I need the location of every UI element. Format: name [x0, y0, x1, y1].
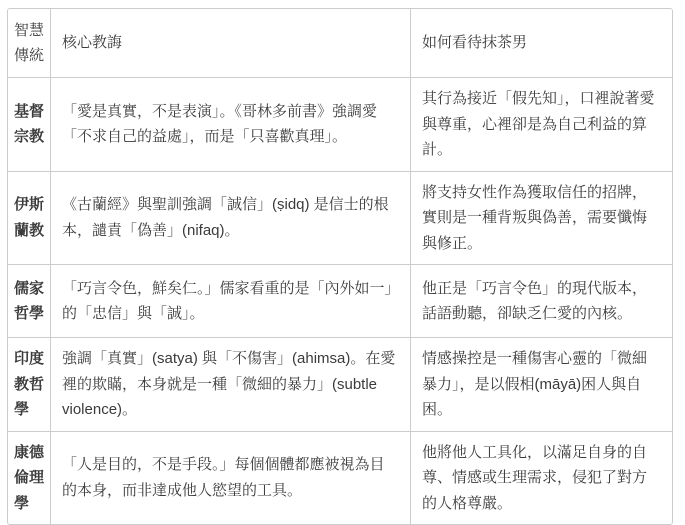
table-row-islam	[8, 172, 672, 266]
teaching-cell: 「愛是真實，不是表演」。《哥林多前書》強調愛「不求自己的益處」，而是「只喜歡真理」。	[51, 78, 411, 172]
column-header-view: 如何看待抹茶男	[411, 9, 672, 78]
table-row-hindu-philosophy	[8, 338, 672, 432]
wisdom-traditions-table	[7, 8, 673, 525]
teaching-cell: 「巧言令色，鮮矣仁。」儒家看重的是「內外如一」的「忠信」與「誠」。	[51, 265, 411, 338]
row-header-tradition: 康德倫理學	[8, 432, 51, 525]
view-cell: 將支持女性作為獲取信任的招牌，實則是一種背叛與偽善，需要懺悔與修正。	[411, 172, 672, 266]
comparison-table	[8, 9, 672, 524]
teaching-cell: 「人是目的，不是手段。」每個個體都應被視為目的本身，而非達成他人慾望的工具。	[51, 432, 411, 525]
row-header-tradition: 儒家哲學	[8, 265, 51, 338]
table-row-christianity	[8, 78, 672, 172]
row-header-tradition: 基督宗教	[8, 78, 51, 172]
view-cell: 情感操控是一種傷害心靈的「微細暴力」，是以假相(māyā)困人與自困。	[411, 338, 672, 432]
table-row-confucianism	[8, 265, 672, 338]
row-header-tradition: 印度教哲學	[8, 338, 51, 432]
teaching-cell: 《古蘭經》與聖訓強調「誠信」(ṣidq) 是信士的根本，譴責「偽善」(nifaq)。	[51, 172, 411, 266]
view-cell: 他將他人工具化，以滿足自身的自尊、情感或生理需求，侵犯了對方的人格尊嚴。	[422, 443, 648, 512]
row-header-tradition: 伊斯蘭教	[8, 172, 51, 266]
teaching-cell: 強調「真實」(satya) 與「不傷害」(ahimsa)。在愛裡的欺瞞，本身就是一種「微細的暴力」(subtle violence)。	[51, 338, 411, 432]
column-header-teaching: 核心教誨	[51, 9, 411, 78]
column-header-tradition: 智慧傳統	[8, 9, 51, 78]
header-row	[8, 9, 672, 78]
view-cell: 其行為接近「假先知」，口裡說著愛與尊重，心裡卻是為自己利益的算計。	[411, 78, 672, 172]
table-row-kantian-ethics	[8, 432, 672, 525]
view-cell: 他正是「巧言令色」的現代版本，話語動聽，卻缺乏仁愛的內核。	[411, 265, 672, 338]
